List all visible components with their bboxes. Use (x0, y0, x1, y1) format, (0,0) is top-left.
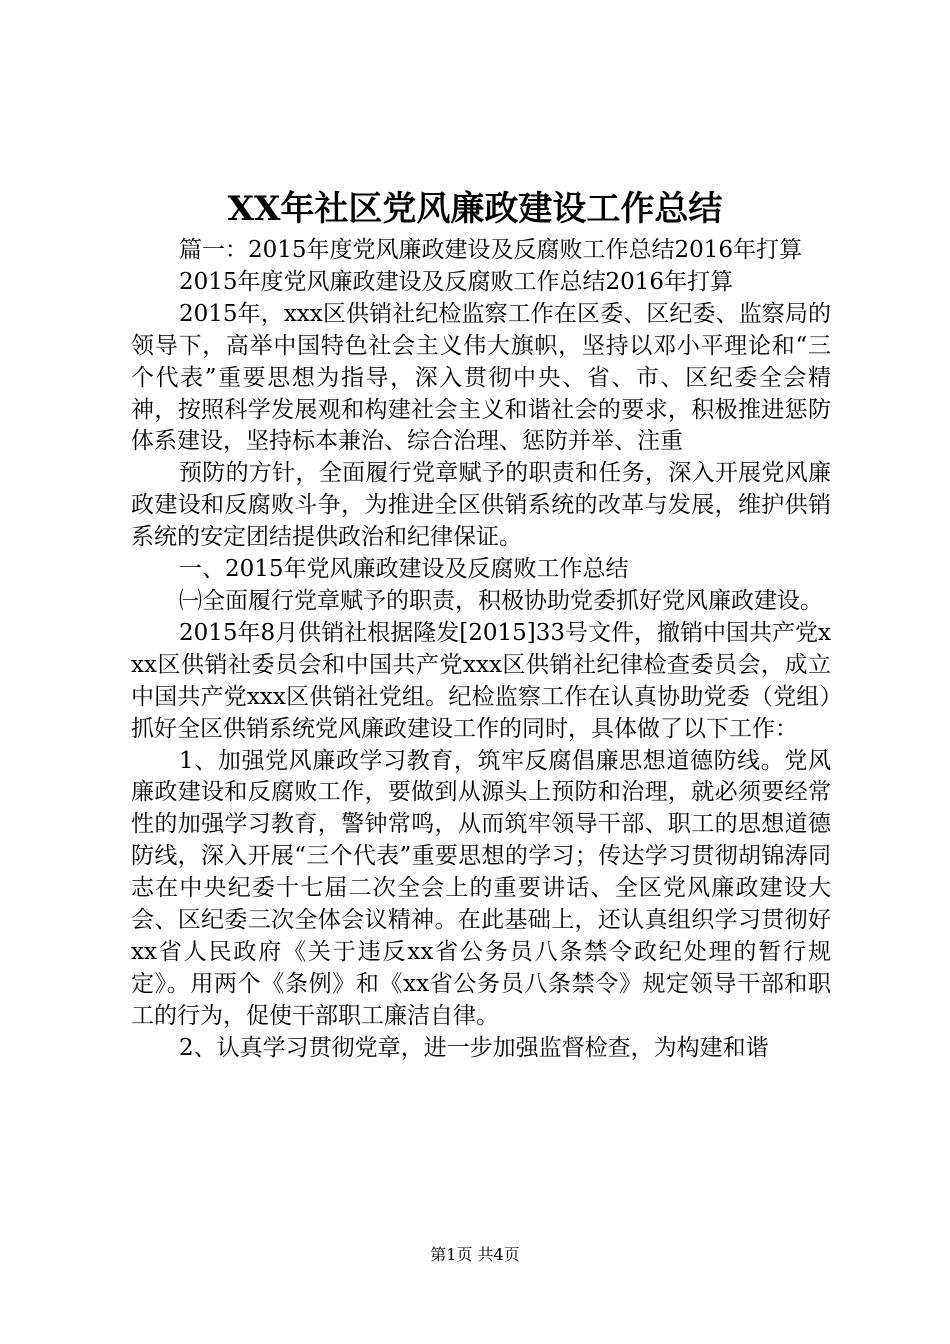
page-footer: 第1页 共4页 (430, 1245, 520, 1264)
paragraph-3: 2015年，xxx区供销社纪检监察工作在区委、区纪委、监察局的领导下，高举中国特色社会主义伟大旗帜，坚持以邓小平理论和“三个代表”重要思想为指导，深入贯彻中央、省、市、区纪委全会精神，按照科学发展观和构建社会主义和谐社会的要求，积极推进惩防体系建设，坚持标本兼治、综合治理、惩防并举、注重 (131, 300, 831, 455)
paragraph-9: 2、认真学习贯彻党章，进一步加强监督检查，为构建和谐 (179, 1034, 769, 1061)
paragraph-1: 篇一：2015年度党风廉政建设及反腐败工作总结2016年打算 (179, 237, 803, 263)
paragraph-7: 2015年8月供销社根据隆发[2015]33号文件，撤销中国共产党xxx区供销社委员会和中国共产党xxx区供销社纪律检查委员会，成立中国共产党xxx区供销社党组。纪检监察工作在认真协助党委（党组）抓好全区供销系统党风廉政建设工作的同时，具体做了以下工作： (131, 619, 831, 742)
paragraph-5: 一、2015年党风廉政建设及反腐败工作总结 (179, 556, 629, 583)
paragraph-4: 预防的方针，全面履行党章赋予的职责和任务，深入开展党风廉政建设和反腐败斗争，为推进全区供销系统的改革与发展，维护供销系统的安定团结提供政治和纪律保证。 (131, 460, 831, 551)
document-body (131, 235, 831, 1065)
paragraph-6: ㈠全面履行党章赋予的职责，积极协助党委抓好党风廉政建设。 (179, 587, 823, 614)
paragraph-8: 1、加强党风廉政学习教育，筑牢反腐倡廉思想道德防线。党风廉政建设和反腐败工作，要做到从源头上预防和治理，就必须要经常性的加强学习教育，警钟常鸣，从而筑牢领导干部、职工的思想道德防线，深入开展“三个代表”重要思想的学习；传达学习贯彻胡锦涛同志在中央纪委十七届二次全会上的重要讲话、全区党风廉政建设大会、区纪委三次全体会议精神。在此基础上，还认真组织学习贯彻好xx省人民政府《关于违反xx省公务员八条禁令政纪处理的暂行规定》。用两个《条例》和《xx省公务员八条禁令》规定领导干部和职工的行为，促使干部职工廉洁自律。 (131, 747, 831, 1029)
paragraph-2: 2015年度党风廉政建设及反腐败工作总结2016年打算 (179, 268, 734, 295)
document-title: XX年社区党风廉政建设工作总结 (227, 189, 723, 229)
